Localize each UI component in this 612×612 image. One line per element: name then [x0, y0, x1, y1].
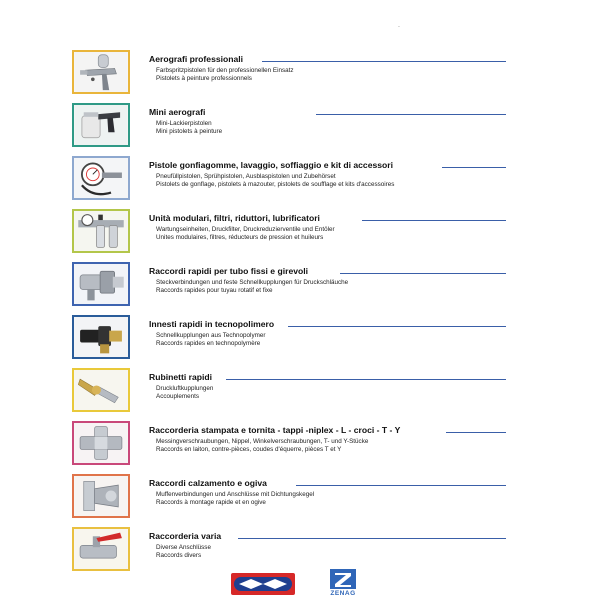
description-line-fr: Raccords divers: [156, 552, 202, 559]
section-description: [156, 120, 222, 136]
section-rule: [362, 220, 506, 221]
zenag-logo-text: ZENAG: [330, 590, 356, 597]
section-rule: [316, 114, 506, 115]
description-line-de: Diverse Anschlüsse: [156, 544, 211, 551]
description-line-de: Messingverschraubungen, Nippel, Winkelverschraubungen, T- und Y-Stücke: [156, 438, 369, 445]
description-line-de: Wartungseinheiten, Druckfilter, Druckreduzierventile und Entöler: [156, 226, 335, 233]
tyre-inflator-icon: [74, 158, 128, 198]
section-title: Raccordi calzamento e ogiva: [149, 478, 267, 488]
catalog-entry-various-fittings[interactable]: [0, 527, 612, 579]
description-line-de: Farbspritzpistolen für den professionellen Einsatz: [156, 67, 294, 74]
spray-gun-icon: [74, 52, 128, 92]
section-rule: [288, 326, 506, 327]
catalog-entry-brass-fittings[interactable]: [0, 421, 612, 473]
description-line-de: Druckluftkupplungen: [156, 385, 214, 392]
thumb-professional-spray-guns: [72, 50, 130, 94]
brand-logo-icon: [231, 573, 295, 595]
description-line-fr: Mini pistolets à peinture: [156, 128, 223, 135]
description-line-fr: Accouplements: [156, 393, 200, 400]
section-description: [156, 279, 348, 295]
section-title: Aerografi professionali: [149, 54, 244, 64]
description-line-de: Pneufüllpistolen, Sprühpistolen, Ausblaspistolen und Zubehörset: [156, 173, 336, 180]
catalog-entry-professional-spray-guns[interactable]: [0, 50, 612, 102]
section-title: Raccorderia stampata e tornita - tappi -niplex - L - croci - T - Y: [149, 425, 401, 435]
brand-logo-left: [231, 573, 295, 595]
catalog-entry-sleeve-fittings[interactable]: [0, 474, 612, 526]
description-line-fr: Raccords à montage rapide et en ogive: [156, 499, 266, 506]
section-rule: [262, 61, 506, 62]
catalog-entry-modular-units[interactable]: [0, 209, 612, 261]
thumb-brass-fittings: [72, 421, 130, 465]
filter-regulator-icon: [74, 211, 128, 251]
sleeve-fitting-icon: [74, 476, 128, 516]
brass-cross-fitting-icon: [74, 423, 128, 463]
section-rule: [238, 538, 506, 539]
section-description: [156, 173, 394, 189]
section-title: Mini aerografi: [149, 107, 206, 117]
thumb-mini-spray-guns: [72, 103, 130, 147]
description-line-fr: Unites modulaires, filtres, réducteurs de pression et huileurs: [156, 234, 324, 241]
section-rule: [226, 379, 506, 380]
thumb-rapid-fittings: [72, 262, 130, 306]
description-line-de: Steckverbindungen und feste Schnellkupplungen für Druckschläuche: [156, 279, 349, 286]
catalog-entry-technopolymer-couplings[interactable]: [0, 315, 612, 367]
thumb-sleeve-fittings: [72, 474, 130, 518]
section-description: [156, 438, 368, 454]
section-rule: [446, 432, 506, 433]
section-title: Unità modulari, filtri, riduttori, lubrificatori: [149, 213, 320, 223]
description-line-fr: Pistolets à peinture professionnels: [156, 75, 252, 82]
section-description: [156, 226, 335, 242]
thumb-modular-units: [72, 209, 130, 253]
description-line-fr: Raccords en laiton, contre-pièces, coudes d'équerre, pièces T et Y: [156, 446, 342, 453]
description-line-de: Schnellkupplungen aus Technopolymer: [156, 332, 266, 339]
section-title: Rubinetti rapidi: [149, 372, 213, 382]
rapid-fitting-icon: [74, 264, 128, 304]
description-line-fr: Raccords rapides pour tuyau rotatif et fixe: [156, 287, 273, 294]
technopolymer-coupling-icon: [74, 317, 128, 357]
description-line-de: Muffenverbindungen und Anschlüsse mit Dichtungskegel: [156, 491, 315, 498]
section-description: [156, 332, 265, 348]
section-title: Raccorderia varia: [149, 531, 222, 541]
section-title: Innesti rapidi in tecnopolimero: [149, 319, 275, 329]
section-title: Raccordi rapidi per tubo fissi e girevoli: [149, 266, 309, 276]
description-line-fr: Pistolets de gonflage, pistolets à mazouter, pistolets de soufflage et kits d'accessoires: [156, 181, 395, 188]
thumb-technopolymer-couplings: [72, 315, 130, 359]
section-description: [156, 67, 294, 83]
ball-valve-icon: [74, 529, 128, 569]
thumb-tyre-inflators: [72, 156, 130, 200]
catalog-entry-quick-couplers[interactable]: [0, 368, 612, 420]
section-rule: [296, 485, 506, 486]
catalog-entry-tyre-inflators[interactable]: [0, 156, 612, 208]
zenag-logo: [324, 569, 362, 599]
page-marker: .: [398, 22, 400, 29]
description-line-fr: Raccords rapides en technopolymère: [156, 340, 261, 347]
catalog-entry-mini-spray-guns[interactable]: [0, 103, 612, 155]
section-description: [156, 385, 213, 401]
section-description: [156, 491, 314, 507]
catalog-entry-rapid-fittings[interactable]: [0, 262, 612, 314]
mini-spray-gun-icon: [74, 105, 128, 145]
thumb-quick-couplers: [72, 368, 130, 412]
section-title: Pistole gonfiagomme, lavaggio, soffiaggio e kit di accessori: [149, 160, 394, 170]
thumb-various-fittings: [72, 527, 130, 571]
section-description: [156, 544, 211, 560]
section-rule: [340, 273, 506, 274]
quick-coupler-icon: [74, 370, 128, 410]
section-rule: [442, 167, 506, 168]
description-line-de: Mini-Lackierpistolen: [156, 120, 212, 127]
